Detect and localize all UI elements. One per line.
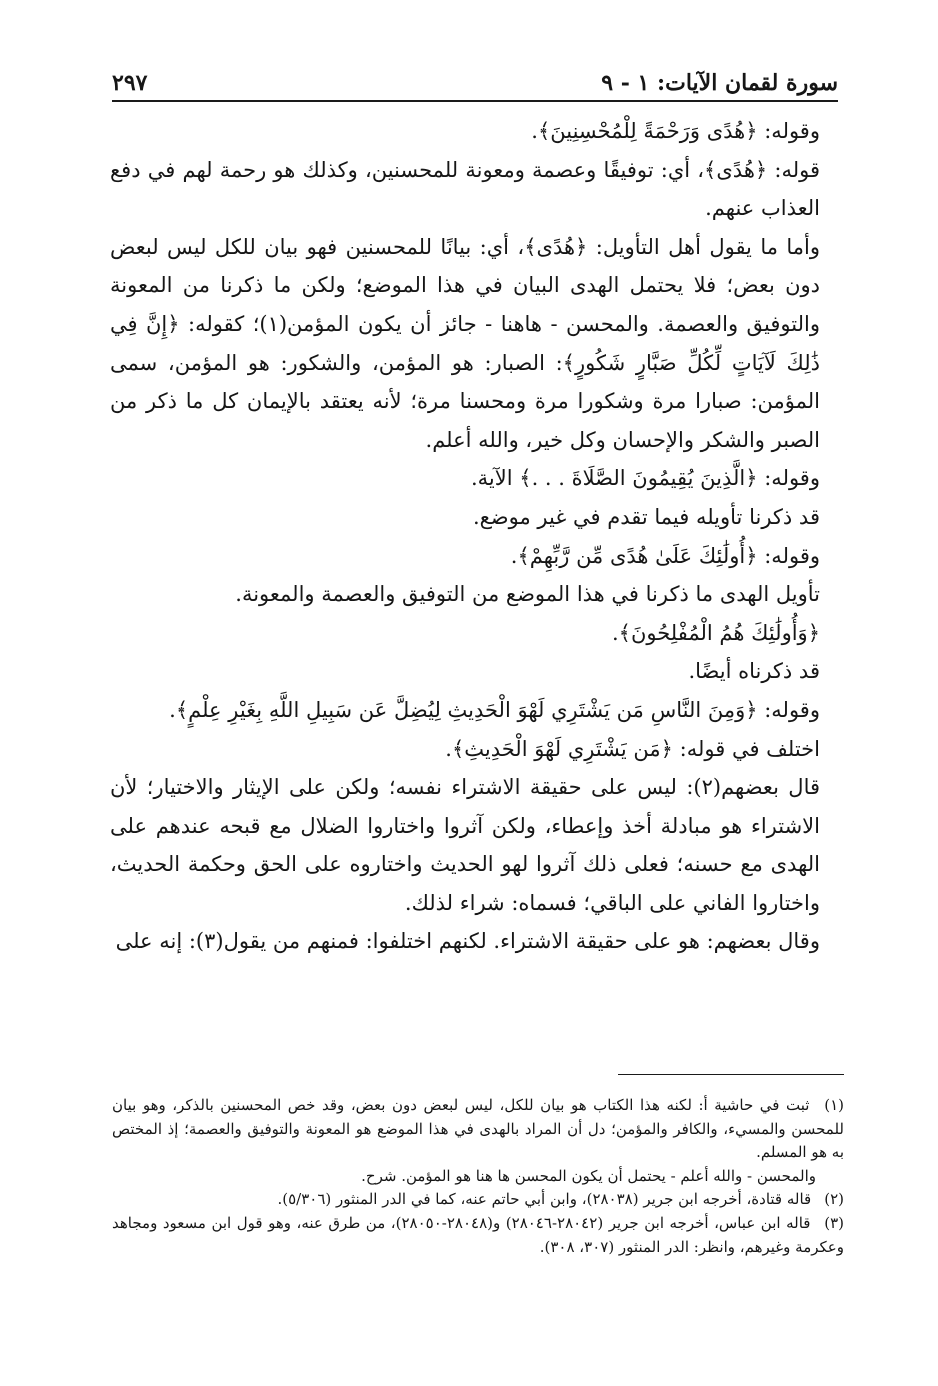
main-text	[110, 112, 846, 961]
paragraph: وقال بعضهم: هو على حقيقة الاشتراء. لكنهم اختلفوا: فمنهم من يقول(٣): إنه على	[115, 929, 820, 954]
paragraph: وأما ما يقول أهل التأويل: ﴿هُدًى﴾، أي: بيانًا للمحسنين فهو بيان للكل ليس لبعض دون بعض؛ فلا يحتمل الهدى البيان في هذا الموضع؛ ولكن ما ذكرنا من المعونة والتوفيق والعصمة. والمحسن - هاهنا - جائز أن يكون المؤمن(١)؛ كقوله: ﴿إِنَّ فِي ذَٰلِكَ لَآيَاتٍ لِّكُلِّ صَبَّارٍ شَكُورٍ﴾: الصبار: هو المؤمن، والشكور: هو المؤمن، سمى المؤمن: صبارا مرة وشكورا مرة ومحسنا مرة؛ لأنه يعتقد بالإيمان كل ما ذكر من الصبر والشكر والإحسان وكل خير، والله أعلم.	[110, 234, 820, 452]
page-number: ٢٩٧	[112, 70, 148, 96]
footnote-marker: (٢)	[824, 1190, 844, 1209]
paragraph: قوله: ﴿هُدًى﴾، أي: توفيقًا وعصمة ومعونة للمحسنين، وكذلك هو رحمة لهم في دفع العذاب عنهم.	[110, 157, 820, 221]
running-header	[112, 56, 838, 102]
footnote-text: قاله ابن عباس، أخرجه ابن جرير (٢٨٠٤٢-٢٨٠٤٦) و(٢٨٠٤٨-٢٨٠٥٠)، من طرق عنه، وهو قول ابن مسعود ومجاهد وعكرمة وغيرهم، وانظر: الدر المنثور (٣٠٧، ٣٠٨).	[112, 1213, 844, 1256]
paragraph: وقوله: ﴿أُولَٰئِكَ عَلَىٰ هُدًى مِّن رَّبِّهِمْ﴾.	[510, 543, 820, 568]
footnote-3	[112, 1212, 844, 1259]
footnote-1-continuation: والمحسن - والله أعلم - يحتمل أن يكون المحسن ها هنا هو المؤمن. شرح.	[361, 1166, 816, 1185]
paragraph: قد ذكرنا تأويله فيما تقدم في غير موضع.	[472, 504, 820, 529]
footnote-marker: (١)	[824, 1096, 844, 1114]
footnote-divider	[618, 1074, 844, 1075]
footnote-marker: (٣)	[824, 1213, 844, 1232]
paragraph: ﴿وَأُولَٰئِكَ هُمُ الْمُفْلِحُونَ﴾.	[611, 620, 820, 645]
footnote-1	[112, 1094, 844, 1165]
paragraph: وقوله: ﴿هُدًى وَرَحْمَةً لِلْمُحْسِنِينَ﴾.	[531, 119, 820, 143]
footnote-text: قاله قتادة، أخرجه ابن جرير (٢٨٠٣٨)، وابن أبي حاتم عنه، كما في الدر المنثور (٥/٣٠٦).	[277, 1190, 812, 1209]
chapter-title: سورة لقمان الآيات: ١ - ٩	[601, 70, 838, 96]
footnotes	[112, 1094, 844, 1259]
footnote-text: ثبت في حاشية أ: لكنه هذا الكتاب هو بيان للكل، ليس لبعض دون بعض، وقد خص المحسنين بالذكر، وهو بيان للمحسن والمسيء، والكافر والمؤمن؛ دل أن المراد بالهدى في هذا الموضع هو المعونة والتوفيق والعصمة؛ إذ المختص به هو المسلم.	[112, 1096, 844, 1162]
paragraph: وقوله: ﴿الَّذِينَ يُقِيمُونَ الصَّلَاةَ . . .﴾ الآية.	[471, 466, 820, 491]
paragraph: قال بعضهم(٢): ليس على حقيقة الاشتراء نفسه؛ ولكن على الإيثار والاختيار؛ لأن الاشتراء هو مبادلة أخذ وإعطاء، ولكن آثروا واختاروا الضلال مع قبحه عندهم على الهدى مع حسنه؛ فعلى ذلك آثروا لهو الحديث واختاروه على الحق وحكمة الحديث، واختاروا الفاني على الباقي؛ فسماه: شراء لذلك.	[110, 775, 821, 915]
paragraph: تأويل الهدى ما ذكرنا في هذا الموضع من التوفيق والعصمة والمعونة.	[235, 582, 820, 607]
footnote-2	[112, 1188, 844, 1212]
paragraph: اختلف في قوله: ﴿مَن يَشْتَرِي لَهْوَ الْحَدِيثِ﴾.	[445, 736, 820, 761]
paragraph: وقوله: ﴿وَمِنَ النَّاسِ مَن يَشْتَرِي لَهْوَ الْحَدِيثِ لِيُضِلَّ عَن سَبِيلِ اللَّهِ بِغَيْرِ عِلْمٍ﴾.	[169, 697, 820, 722]
paragraph: قد ذكرناه أيضًا.	[688, 659, 820, 684]
